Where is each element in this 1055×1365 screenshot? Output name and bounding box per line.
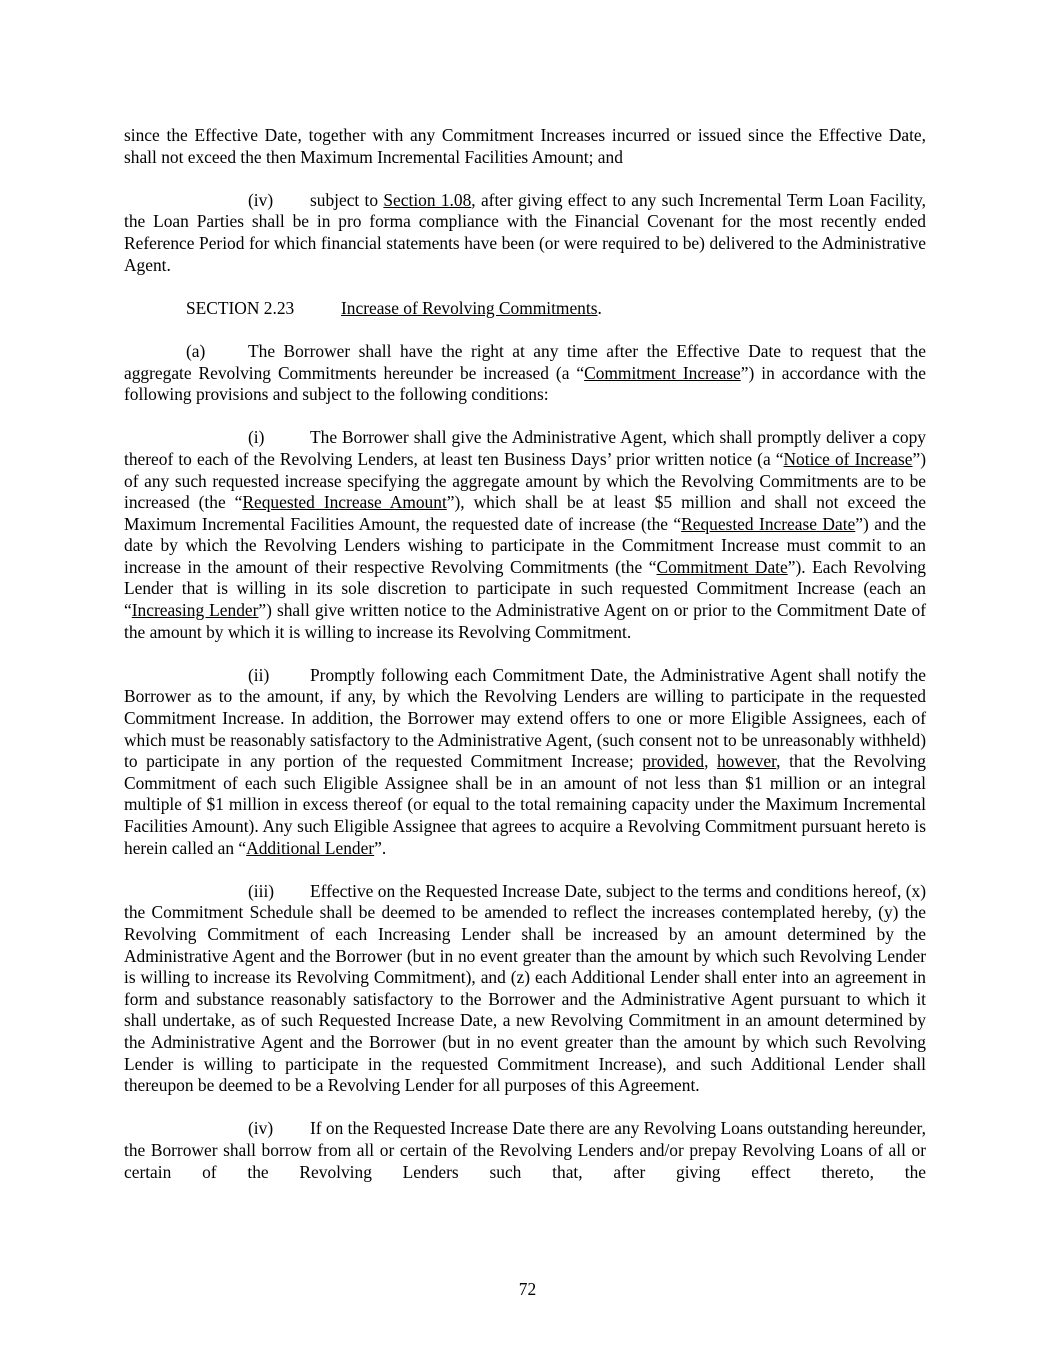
page-number: 72: [518, 1279, 537, 1299]
paragraph-iv-incremental: (iv) subject to Section 1.08, after giving effect to any such Incremental Term Loan Facility, the Loan Parties shall be in pro forma compliance with the Financial Covenant for the most recently ended Reference Period for which financial statements have been (or were required to be) delivered to the Administrative Agent.: [124, 189, 926, 275]
paragraph-ii: (ii) Promptly following each Commitment Date, the Administrative Agent shall notify the Borrower as to the amount, if any, by which the Revolving Lenders are willing to participate in the requested Commitment Increase. In addition, the Borrower may extend offers to one or more Eligible Assignees, each of which must be reasonably satisfactory to the Administrative Agent, (such consent not to be unreasonably withheld) to participate in any portion of the requested Commitment Increase; provided, however, that the Revolving Commitment of each such Eligible Assignee shall be in an amount of not less than $1 million or an integral multiple of $1 million in excess thereof (or equal to the total remaining capacity under the Maximum Incremental Facilities Amount). Any such Eligible Assignee that agrees to acquire a Revolving Commitment pursuant hereto is herein called an “Additional Lender”.: [124, 664, 926, 858]
defined-term: Commitment Increase: [584, 362, 741, 383]
paragraph-iii: (iii) Effective on the Requested Increase Date, subject to the terms and conditions hereof, (x) the Commitment Schedule shall be deemed to be amended to reflect the increases contemplated hereby, (y) the Revolving Commitment of each Increasing Lender shall be increased by an amount determined by the Administrative Agent and the Borrower (but in no event greater than the amount by which such Revolving Lender is willing to increase its Revolving Commitment), and (z) each Additional Lender shall enter into an agreement in form and substance reasonably satisfactory to the Borrower and the Administrative Agent pursuant to which it shall undertake, as of such Requested Increase Date, a new Revolving Commitment in an amount determined by the Administrative Agent and the Borrower (but in no event greater than the amount by which such Revolving Lender is willing to participate in the requested Commitment Increase), and such Additional Lender shall thereupon be deemed to be a Revolving Lender for all purposes of this Agreement.: [124, 880, 926, 1096]
clause-number: (iii): [248, 880, 275, 901]
paragraph-iv-loans: (iv) If on the Requested Increase Date there are any Revolving Loans outstanding hereunder, the Borrower shall borrow from all or certain of the Revolving Lenders and/or prepay Revolving Loans of all or certain of the Revolving Lenders such that, after giving effect thereto, the: [124, 1118, 926, 1182]
paragraph-a: (a) The Borrower shall have the right at any time after the Effective Date to request that the aggregate Revolving Commitments hereunder be increased (a “Commitment Increase”) in accordance with the following provisions and subject to the following conditions:: [124, 340, 926, 405]
paragraph-i: (i) The Borrower shall give the Administrative Agent, which shall promptly deliver a copy thereof to each of the Revolving Lenders, at least ten Business Days’ prior written notice (a “Notice of Increase”) of any such requested increase specifying the aggregate amount by which the Revolving Commitments are to be increased (the “Requested Increase Amount”), which shall be at least $5 million and shall not exceed the Maximum Incremental Facilities Amount, the requested date of increase (the “Requested Increase Date”) and the date by which the Revolving Lenders wishing to participate in the Commitment Increase must commit to an increase in the amount of their respective Revolving Commitments (the “Commitment Date”). Each Revolving Lender that is willing in its sole discretion to participate in such requested Commitment Increase (each an “Increasing Lender”) shall give written notice to the Administrative Agent on or prior to the Commitment Date of the amount by which it is willing to increase its Revolving Commitment.: [124, 427, 927, 642]
paragraph-continuation: since the Effective Date, together with any Commitment Increases incurred or issued since the Effective Date, shall not exceed the then Maximum Incremental Facilities Amount; and: [124, 125, 926, 167]
clause-number: (iv): [248, 189, 274, 210]
document-page: [124, 125, 926, 1183]
clause-number: (ii): [248, 664, 270, 685]
defined-term: Requested Increase Date: [681, 513, 856, 534]
defined-term: Requested Increase Amount: [242, 492, 447, 513]
section-heading: SECTION 2.23 Increase of Revolving Commitments.: [186, 297, 602, 318]
clause-number: (a): [186, 340, 206, 361]
section-number: SECTION 2.23: [186, 297, 295, 318]
clause-number: (iv): [248, 1118, 274, 1139]
defined-term: Notice of Increase: [783, 448, 913, 469]
section-reference-link: Section 1.08: [383, 189, 472, 210]
clause-number: (i): [248, 427, 265, 448]
section-title: Increase of Revolving Commitments: [341, 297, 598, 318]
defined-term: however: [716, 751, 777, 772]
defined-term: provided: [642, 751, 705, 772]
defined-term: Commitment Date: [656, 556, 788, 577]
defined-term: Additional Lender: [246, 837, 375, 858]
defined-term: Increasing Lender: [131, 600, 259, 621]
